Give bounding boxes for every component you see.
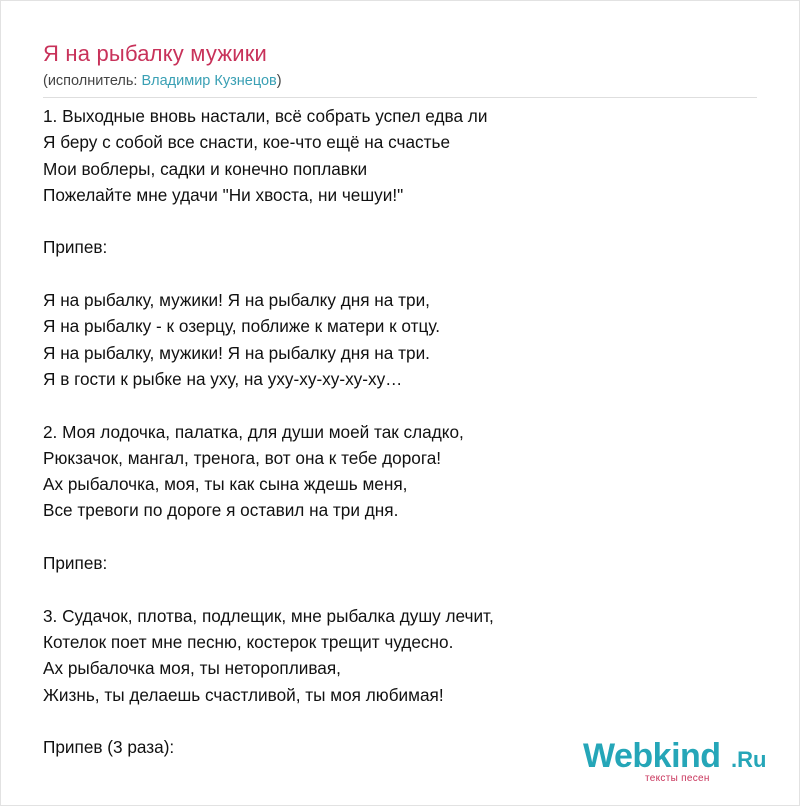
lyric-line: Все тревоги по дороге я оставил на три дня.: [43, 500, 399, 521]
lyric-line: Я на рыбалку - к озерцу, поближе к матери к отцу.: [43, 316, 440, 337]
lyrics-body: [43, 103, 743, 760]
lyric-line: Ах рыбалочка моя, ты неторопливая,: [43, 658, 341, 679]
lyric-line: Припев:: [43, 553, 108, 574]
lyric-line: Я на рыбалку, мужики! Я на рыбалку дня на три.: [43, 342, 430, 363]
lyric-line: Я беру с собой все снасти, кое-что ещё на счастье: [43, 132, 451, 153]
artist-link[interactable]: Владимир Кузнецов: [141, 73, 277, 89]
lyric-blank-line: [43, 576, 743, 602]
song-title: Я на рыбалку мужики: [43, 41, 268, 66]
lyric-line: Ах рыбалочка, моя, ты как сына ждешь меня,: [43, 474, 408, 495]
lyric-line: 1. Выходные вновь настали, всё собрать успел едва ли: [43, 106, 488, 126]
lyric-line: 2. Моя лодочка, палатка, для души моей так сладко,: [43, 421, 464, 442]
lyric-blank-line: [43, 392, 743, 418]
lyric-line: Мои воблеры, садки и конечно поплавки: [43, 158, 368, 179]
artist-prefix: (исполнитель:: [43, 73, 142, 89]
lyric-blank-line: [43, 261, 743, 287]
lyric-blank-line: [43, 708, 743, 734]
lyric-line: Я в гости к рыбке на уху, на уху-ху-ху-ху-ху…: [43, 368, 403, 389]
lyric-line: Я на рыбалку, мужики! Я на рыбалку дня на три,: [43, 290, 430, 311]
lyric-blank-line: [43, 524, 743, 550]
lyric-blank-line: [43, 208, 743, 234]
header-divider: [43, 97, 757, 98]
lyric-line: Жизнь, ты делаешь счастливой, ты моя любимая!: [43, 684, 444, 705]
lyric-line: Рюкзачок, мангал, тренога, вот она к тебе дорога!: [43, 447, 442, 468]
lyric-line: Припев:: [43, 237, 108, 258]
artist-line: [43, 73, 282, 89]
artist-suffix: ): [276, 73, 282, 89]
lyric-line: Припев (3 раза):: [43, 737, 175, 758]
lyric-line: 3. Судачок, плотва, подлещик, мне рыбалка душу лечит,: [43, 605, 494, 626]
lyric-line: Котелок поет мне песню, костерок трещит чудесно.: [43, 631, 454, 652]
logo-wordmark: Webkind: [583, 737, 721, 775]
logo-tagline: тексты песен: [645, 773, 710, 784]
lyric-line: Пожелайте мне удачи "Ни хвоста, ни чешуи!": [43, 184, 404, 205]
logo-tld: .Ru: [731, 747, 767, 772]
webkind-logo: [583, 737, 783, 789]
